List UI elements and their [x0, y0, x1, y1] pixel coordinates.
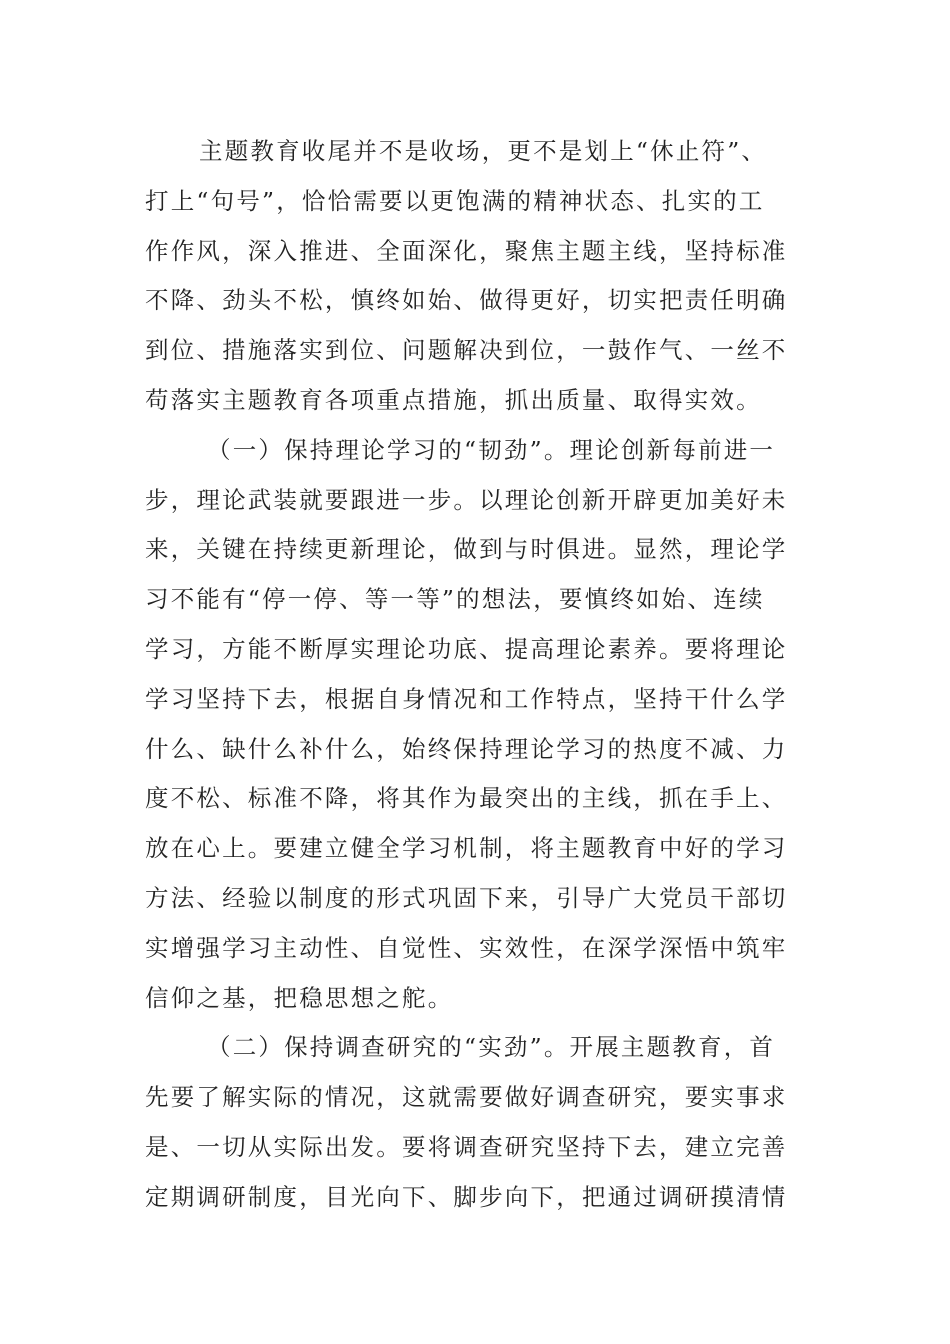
paragraph-3-line-3: 是、一切从实际出发。要将调查研究坚持下去，建立完善	[145, 1132, 788, 1161]
paragraph-2-line-5: 学习，方能不断厚实理论功底、提高理论素养。要将理论	[145, 634, 788, 663]
paragraph-1-line-4: 不降、劲头不松，慎终如始、做得更好，切实把责任明确	[145, 286, 788, 315]
paragraph-2-line-7: 什么、缺什么补什么，始终保持理论学习的热度不减、力	[145, 734, 788, 763]
paragraph-1-line-2: 打上“句号”，恰恰需要以更饱满的精神状态、扎实的工	[145, 186, 765, 215]
paragraph-2-line-9: 放在心上。要建立健全学习机制，将主题教育中好的学习	[145, 834, 788, 863]
paragraph-2-line-1: （一）保持理论学习的“韧劲”。理论创新每前进一	[207, 435, 776, 464]
paragraph-3-line-2: 先要了解实际的情况，这就需要做好调查研究，要实事求	[145, 1083, 788, 1112]
paragraph-2-line-8: 度不松、标准不降，将其作为最突出的主线，抓在手上、	[145, 784, 788, 813]
document-body	[145, 127, 788, 1223]
paragraph-2-line-6: 学习坚持下去，根据自身情况和工作特点，坚持干什么学	[145, 684, 788, 713]
paragraph-3-line-4: 定期调研制度，目光向下、脚步向下，把通过调研摸清情	[145, 1182, 788, 1211]
paragraph-2-line-4: 习不能有“停一停、等一等”的想法，要慎终如始、连续	[145, 585, 765, 614]
paragraph-2-line-3: 来，关键在持续更新理论，做到与时俱进。显然，理论学	[145, 535, 788, 564]
paragraph-3-line-1: （二）保持调查研究的“实劲”。开展主题教育，首	[207, 1033, 776, 1062]
paragraph-1-line-5: 到位、措施落实到位、问题解决到位，一鼓作气、一丝不	[145, 336, 788, 365]
paragraph-1-line-6: 苟落实主题教育各项重点措施，抓出质量、取得实效。	[145, 385, 762, 414]
paragraph-2-line-2: 步，理论武装就要跟进一步。以理论创新开辟更加美好未	[145, 485, 788, 514]
paragraph-1-line-3: 作作风，深入推进、全面深化，聚焦主题主线，坚持标准	[145, 236, 788, 265]
paragraph-2-line-12: 信仰之基，把稳思想之舵。	[145, 983, 454, 1012]
paragraph-2-line-10: 方法、经验以制度的形式巩固下来，引导广大党员干部切	[145, 883, 788, 912]
paragraph-1-line-1: 主题教育收尾并不是收场，更不是划上“休止符”、	[199, 137, 768, 165]
paragraph-2-line-11: 实增强学习主动性、自觉性、实效性，在深学深悟中筑牢	[145, 933, 788, 962]
